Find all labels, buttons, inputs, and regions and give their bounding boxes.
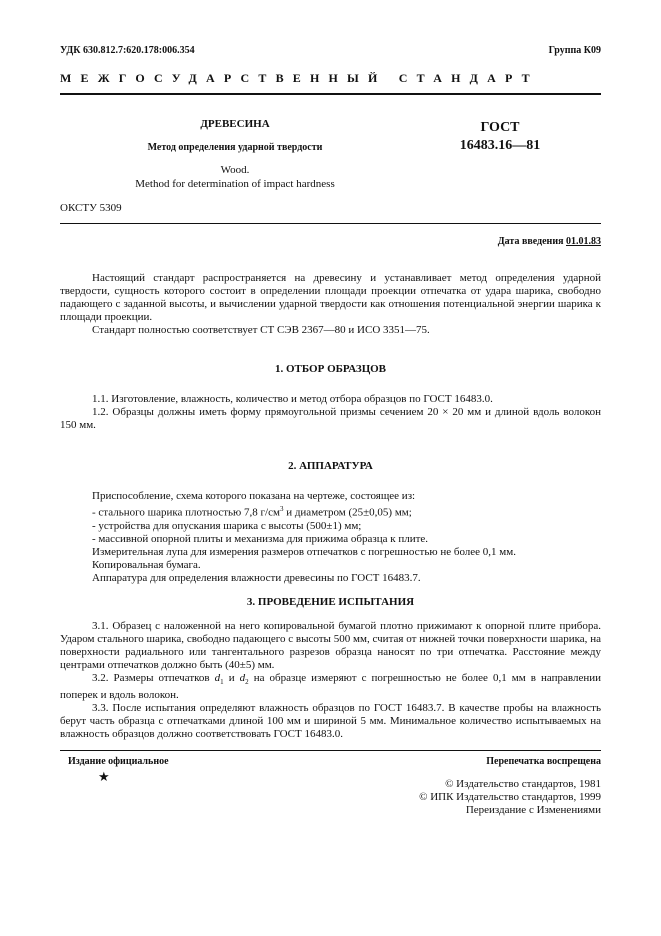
copyright-1999: © ИПК Издательство стандартов, 1999	[419, 791, 601, 803]
banner-rule	[60, 93, 601, 95]
clause-1-1: 1.1. Изготовление, влажность, количество и метод отбора образцов по ГОСТ 16483.0.	[92, 393, 493, 405]
star-icon: ★	[98, 769, 110, 784]
symbol-d2: d	[239, 672, 246, 684]
gost-label: ГОСТ	[480, 120, 520, 135]
intro-paragraph: Настоящий стандарт распространяется на древесину и устанавливает метод определения ударной твердости, сущность которого состоит в определении площади проекции отпечатка от удара шарика, свободно падающего с заданной высоты, и вычислении ударной твердости как отношения потенциальной энергии шарика к площади проекции.	[60, 272, 601, 323]
intro-section	[60, 272, 601, 337]
udk-code: УДК 630.812.7:620.178:006.354	[60, 45, 195, 56]
clause-1-2: 1.2. Образцы должны иметь форму прямоугольной призмы сечением 20 × 20 мм и длиной вдоль волокон 150 мм.	[60, 406, 601, 431]
clause-3-2-rest: на образце измеряют с погрешностью не более 0,1 мм в направлении поперек и вдоль волокон.	[60, 672, 601, 702]
doc-subtitle: Метод определения ударной твердости	[147, 142, 323, 153]
intro-date-value: 01.01.83	[566, 236, 601, 247]
apparatus-moisture: Аппаратура для определения влажности древесины по ГОСТ 16483.7.	[92, 571, 421, 584]
apparatus-item-ball-text: - стального шарика плотностью 7,8 г/см	[92, 506, 280, 519]
okstu-code: ОКСТУ 5309	[60, 202, 122, 214]
gost-number: 16483.16—81	[459, 138, 541, 153]
apparatus-loupe: Измерительная лупа для измерения размеров отпечатков с погрешностью не более 0,1 мм.	[92, 545, 516, 558]
clause-3-2-lead: 3.2. Размеры отпечатков	[92, 672, 215, 684]
section1-body	[60, 393, 601, 432]
section2-title: 2. АППАРАТУРА	[288, 460, 373, 472]
section2-body	[92, 490, 601, 585]
cube-superscript: 3	[279, 505, 284, 513]
reissue-note: Переиздание с Изменениями	[465, 804, 601, 816]
footer-rule	[60, 750, 601, 751]
reprint-notice: Перепечатка воспрещена	[486, 756, 601, 767]
section3-title: 3. ПРОВЕДЕНИЕ ИСПЫТАНИЯ	[246, 596, 415, 608]
clause-3-2-and: и	[223, 672, 240, 684]
apparatus-item-drop: - устройства для опускания шарика с высоты (500±1) мм;	[92, 519, 362, 532]
doc-subtitle-en: Method for determination of impact hardness	[135, 178, 335, 190]
symbol-d1: d	[214, 672, 221, 684]
intro-date	[498, 236, 601, 247]
official-edition: Издание официальное	[68, 756, 169, 767]
apparatus-item-plate: - массивной опорной плиты и механизма для прижима образца к плите.	[92, 532, 429, 545]
doc-title: ДРЕВЕСИНА	[200, 118, 270, 130]
section3-body	[60, 620, 601, 741]
group-code: Группа К09	[548, 45, 601, 56]
apparatus-paper: Копировальная бумага.	[92, 558, 201, 571]
intro-compliance: Стандарт полностью соответствует СТ СЭВ 2367—80 и ИСО 3351—75.	[92, 324, 430, 336]
subscript-1: 1	[220, 678, 224, 687]
intro-date-label: Дата введения	[497, 236, 564, 247]
clause-3-3: 3.3. После испытания определяют влажность образцов по ГОСТ 16483.7. В качестве пробы на влажность берут часть образца с отпечатками длиной 100 мм и шириной 5 мм. Минимальное количество испытываемых на влажность образцов должно соответствовать ГОСТ 16483.0.	[60, 702, 601, 741]
apparatus-lead: Приспособление, схема которого показана на чертеже, состоящее из:	[92, 490, 416, 502]
copyright-1981: © Издательство стандартов, 1981	[445, 778, 601, 790]
doc-title-en: Wood.	[220, 164, 250, 176]
apparatus-item-ball	[92, 503, 601, 520]
standard-banner: МЕЖГОСУДАРСТВЕННЫЙ СТАНДАРТ	[60, 71, 539, 85]
section1-title: 1. ОТБОР ОБРАЗЦОВ	[274, 363, 387, 375]
title-rule	[60, 223, 601, 224]
apparatus-item-ball-diameter: и диаметром (25±0,05) мм;	[283, 506, 412, 519]
clause-3-1: 3.1. Образец с наложенной на него копировальной бумагой плотно прижимают к опорной плите прибора. Ударом стального шарика, свободно падающего с высоты 500 мм, считая от нижней точки поверхности шарика, на поверхности радиального или тангентального разрезов образца наносят по три отпечатка. Расстояние между центрами отпечатков должно быть (40±5) мм.	[60, 620, 601, 671]
subscript-2: 2	[245, 678, 249, 687]
clause-3-2	[60, 672, 601, 702]
